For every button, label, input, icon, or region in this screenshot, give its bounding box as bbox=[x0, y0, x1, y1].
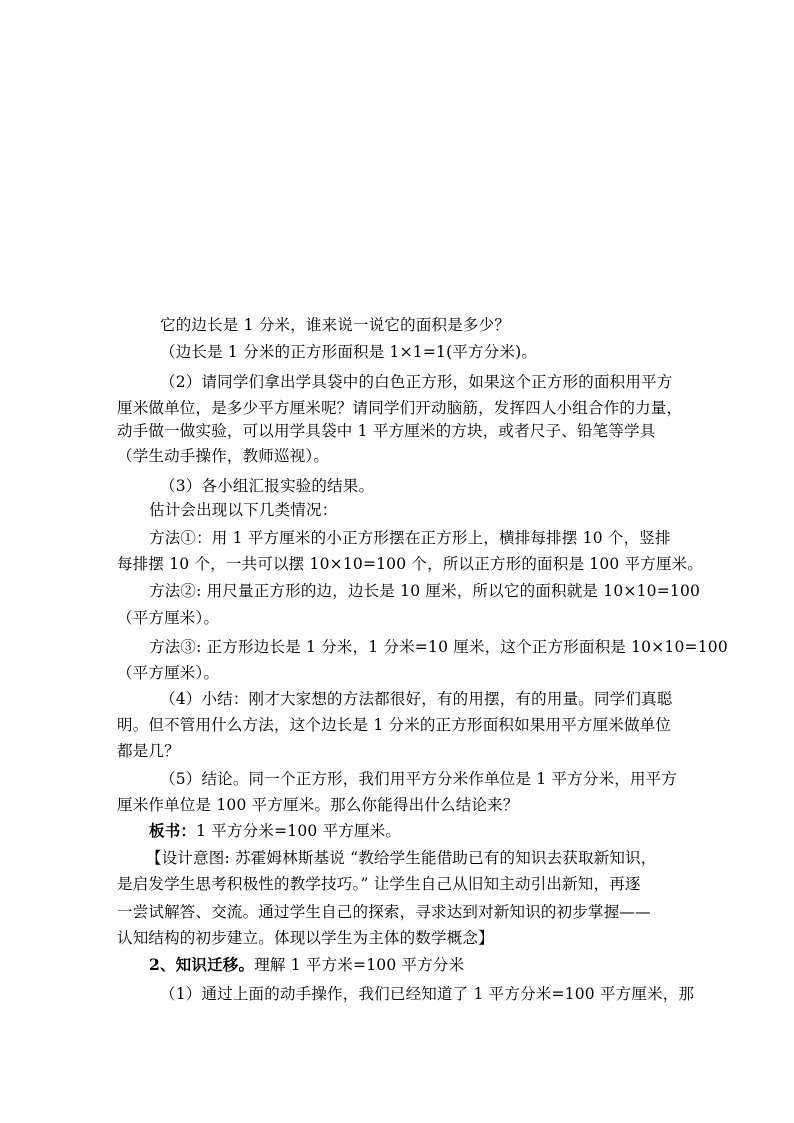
text-line: 方法①：用 1 平方厘米的小正方形摆在正方形上，横排每排摆 10 个，竖排 bbox=[149, 529, 671, 547]
text-line: （学生动手操作，教师巡视）。 bbox=[117, 447, 330, 465]
text-line: 方法③: 正方形边长是 1 分米，1 分米=10 厘米，这个正方形面积是 10×10=100 bbox=[149, 638, 728, 656]
text-line: 方法②: 用尺量正方形的边，边长是 10 厘米，所以它的面积就是 10×10=100 bbox=[149, 582, 701, 600]
text-line: （1）通过上面的动手操作，我们已经知道了 1 平方分米=100 平方厘米，那 bbox=[160, 985, 695, 1003]
section-text: 理解 1 平方米=100 平方分米 bbox=[254, 956, 465, 974]
text-line: 厘米做单位，是多少平方厘米呢？请同学们开动脑筋，发挥四人小组合作的力量， bbox=[117, 399, 683, 417]
text-line: （2）请同学们拿出学具袋中的白色正方形，如果这个正方形的面积用平方 bbox=[160, 373, 673, 391]
text-line: 一尝试解答、交流。通过学生自己的探索，寻求达到对新知识的初步掌握—— bbox=[117, 903, 651, 921]
text-line: 认知结构的初步建立。体现以学生为主体的数学概念】 bbox=[117, 929, 494, 947]
text-line: （平方厘米）。 bbox=[117, 664, 220, 682]
board-label: 板书： bbox=[149, 821, 197, 840]
section-heading bbox=[149, 955, 711, 975]
text-line: 是启发学生思考积极性的教学技巧。” 让学生自己从旧知主动引出新知，再逐 bbox=[117, 875, 641, 893]
text-line: 【设计意图: 苏霍姆林斯基说 “教给学生能借助已有的知识去获取新知识， bbox=[146, 849, 657, 867]
text-line: （平方厘米）。 bbox=[117, 609, 220, 627]
text-line: （4）小结：刚才大家想的方法都很好，有的用摆，有的用量。同学们真聪 bbox=[160, 690, 673, 708]
text-line: （边长是 1 分米的正方形面积是 1×1=1(平方分米)。 bbox=[160, 343, 538, 361]
text-line: （3）各小组汇报实验的结果。 bbox=[160, 477, 375, 495]
text-line: 明。但不管用什么方法，这个边长是 1 分米的正方形面积如果用平方厘米做单位 bbox=[117, 716, 672, 734]
section-label: 2、知识迁移。 bbox=[149, 955, 255, 974]
text-line: 它的边长是 1 分米，谁来说一说它的面积是多少？ bbox=[160, 316, 511, 334]
board-line bbox=[149, 821, 711, 841]
board-text: 1 平方分米=100 平方厘米。 bbox=[196, 822, 402, 840]
text-line: 厘米作单位是 100 平方厘米。那么你能得出什么结论来？ bbox=[117, 796, 519, 814]
text-line: 动手做一做实验，可以用学具袋中 1 平方厘米的方块，或者尺子、铅笔等学具 bbox=[117, 422, 656, 440]
text-line: 估计会出现以下几类情况： bbox=[149, 501, 338, 519]
text-line: 每排摆 10 个，一共可以摆 10×10=100 个，所以正方形的面积是 100 平方厘米。 bbox=[117, 555, 704, 573]
text-line: 都是几？ bbox=[117, 742, 180, 760]
text-line: （5）结论。同一个正方形，我们用平方分米作单位是 1 平方分米，用平方 bbox=[160, 770, 678, 788]
